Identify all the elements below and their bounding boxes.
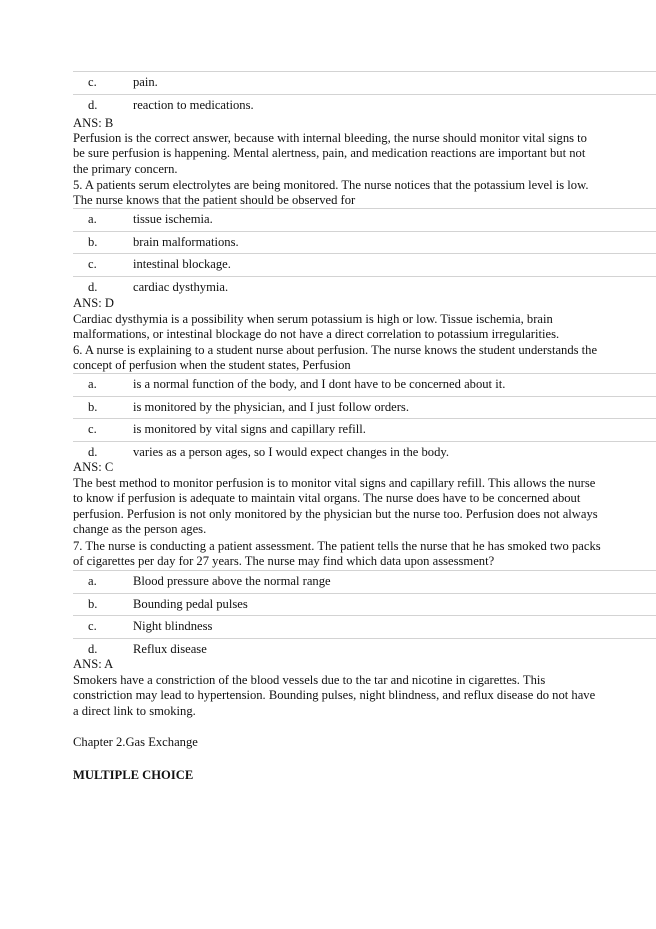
answer-key: ANS: D [73,296,114,310]
section-heading: MULTIPLE CHOICE [73,768,194,782]
question-stem: 6. A nurse is explaining to a student nurse about perfusion. The nurse knows the student understands the concept of perfusion when the student states, Perfusion [73,343,598,373]
option-letter: c. [88,422,97,436]
option-text: varies as a person ages, so I would expect changes in the body. [133,444,450,459]
option-row [73,615,656,638]
option-letter: a. [88,377,97,391]
option-text: is monitored by the physician, and I just follow orders. [133,399,409,414]
option-text: pain. [133,75,158,89]
option-text: is a normal function of the body, and I dont have to be concerned about it. [133,377,506,391]
option-letter: a. [88,212,97,226]
option-row [73,253,656,276]
option-text: Reflux disease [133,641,207,656]
answer-key: ANS: A [73,657,114,671]
option-letter: c. [88,75,97,89]
chapter-title: Chapter 2.Gas Exchange [73,735,198,749]
q4-options [73,71,656,116]
option-letter: b. [88,234,98,249]
option-text: brain malformations. [133,234,239,249]
option-text: cardiac dysthymia. [133,279,229,294]
option-letter: d. [88,279,98,294]
option-text: reaction to medications. [133,97,254,112]
option-text: Night blindness [133,619,213,633]
option-letter: c. [88,619,97,633]
option-letter: d. [88,97,98,112]
option-row [73,208,656,231]
q7-options [73,570,656,660]
option-row [73,71,656,94]
option-letter: b. [88,399,98,414]
option-row [73,94,656,117]
option-text: Blood pressure above the normal range [133,574,331,588]
option-letter: d. [88,641,98,656]
option-text: tissue ischemia. [133,212,213,226]
option-letter: d. [88,444,98,459]
rationale: Cardiac dysthymia is a possibility when serum potassium is high or low. Tissue ischemia, brain malformations, or intestinal blockage do not have a direct correlation to potassium irregularities. [73,312,560,342]
option-row [73,570,656,593]
answer-key: ANS: B [73,116,114,130]
option-text: is monitored by vital signs and capillary refill. [133,422,366,436]
option-row [73,373,656,396]
option-text: Bounding pedal pulses [133,596,248,611]
option-letter: a. [88,574,97,588]
option-text: intestinal blockage. [133,257,231,271]
option-row [73,418,656,441]
question-stem: 7. The nurse is conducting a patient assessment. The patient tells the nurse that he has smoked two packs of cigarettes per day for 27 years. The nurse may find which data upon assessment? [73,539,601,569]
rationale: Smokers have a constriction of the blood vessels due to the tar and nicotine in cigarettes. This constriction may lead to hypertension. Bounding pulses, night blindness, and reflux disease do not have a direct link to smoking. [73,673,596,718]
q6-options [73,373,656,463]
option-row [73,276,656,299]
option-row [73,441,656,464]
option-row [73,593,656,616]
option-row [73,396,656,419]
option-row [73,638,656,661]
question-stem: 5. A patients serum electrolytes are being monitored. The nurse notices that the potassium level is low. The nurse knows that the patient should be observed for [73,178,589,208]
option-letter: b. [88,596,98,611]
rationale: Perfusion is the correct answer, because with internal bleeding, the nurse should monitor vital signs to be sure perfusion is happening. Mental alertness, pain, and medication reactions are important but not the primary concern. [73,131,587,176]
answer-key: ANS: C [73,460,114,474]
q5-options [73,208,656,298]
rationale: The best method to monitor perfusion is to monitor vital signs and capillary refill. This allows the nurse to know if perfusion is adequate to maintain vital organs. The nurse does have to be concerned about perfusion. Perfusion is not only monitored by the physician but the nurse too. Perfusion does not always change as the person ages. [73,476,598,537]
option-row [73,231,656,254]
option-letter: c. [88,257,97,271]
